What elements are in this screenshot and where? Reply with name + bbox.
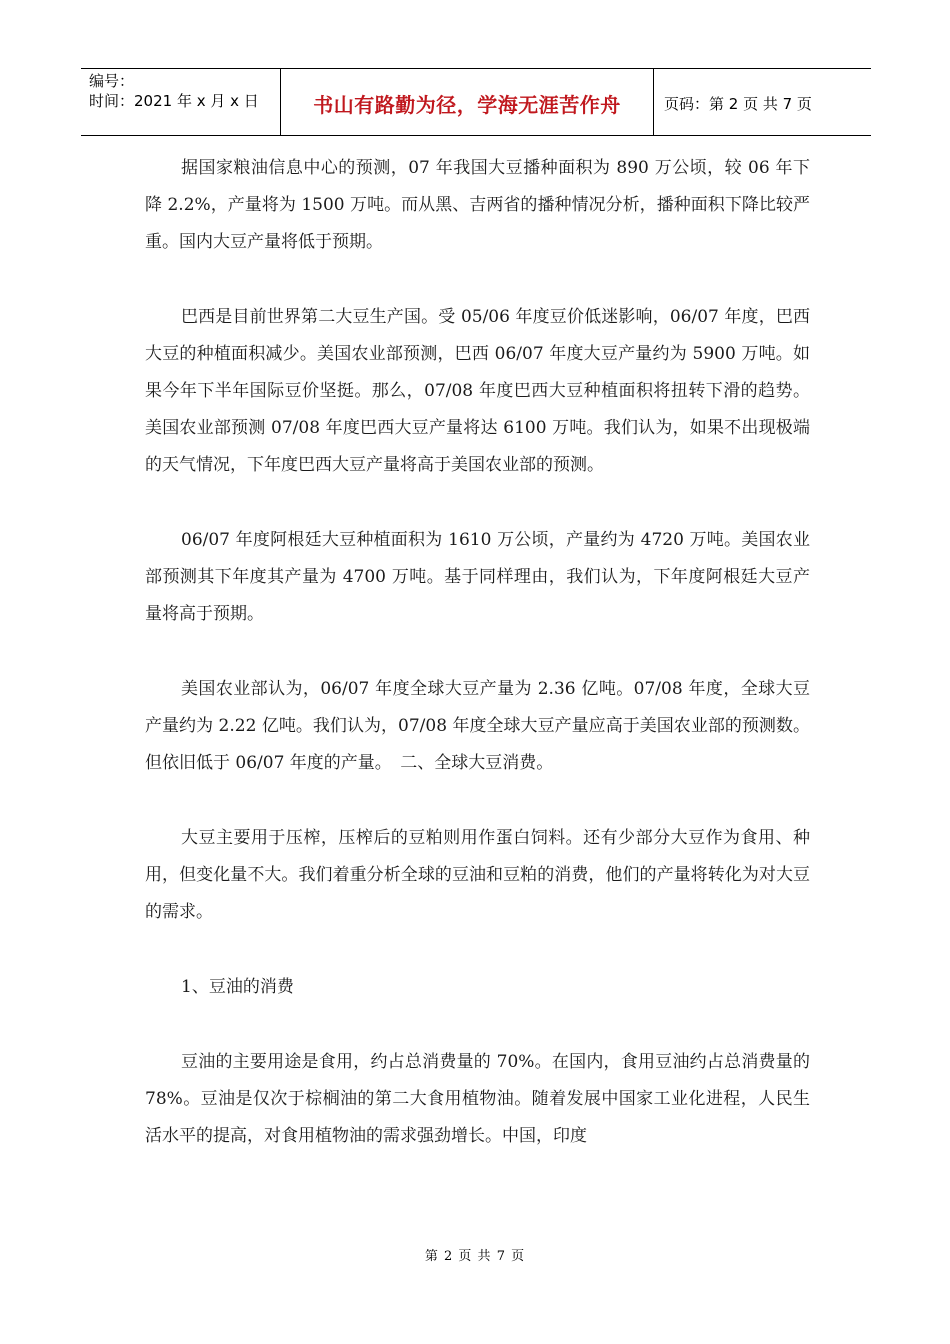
paragraph-6: 豆油的主要用途是食用，约占总消费量的 70%。在国内，食用豆油约占总消费量的 78%。豆油是仅次于棕榈油的第二大食用植物油。随着发展中国家工业化进程，人民生活水平的提高，对食用植物油的需求强劲增长。中国，印度	[145, 1052, 810, 1146]
document-header	[81, 68, 871, 136]
paragraph-4: 美国农业部认为，06/07 年度全球大豆产量为 2.36 亿吨。07/08 年度，全球大豆产量约为 2.22 亿吨。我们认为，07/08 年度全球大豆产量应高于美国农业部的预测数。但依旧低于 06/07 年度的产量。 二、全球大豆消费。	[145, 679, 810, 773]
paragraph-3: 06/07 年度阿根廷大豆种植面积为 1610 万公顷，产量约为 4720 万吨。美国农业部预测其下年度其产量为 4700 万吨。基于同样理由，我们认为，下年度阿根廷大豆产量将高于预期。	[145, 530, 810, 624]
page-footer: 第 2 页 共 7 页	[424, 1249, 526, 1264]
document-time-label: 时间：2021 年 x 月 x 日	[89, 92, 259, 110]
document-number-label: 编号：	[89, 72, 135, 90]
header-meta	[81, 69, 281, 135]
document-body	[145, 150, 810, 1193]
paragraph-2: 巴西是目前世界第二大豆生产国。受 05/06 年度豆价低迷影响，06/07 年度，巴西大豆的种植面积减少。美国农业部预测，巴西 06/07 年度大豆产量约为 5900 万吨。如果今年下半年国际豆价坚挺。那么，07/08 年度巴西大豆种植面积将扭转下滑的趋势。美国农业部预测 07/08 年度巴西大豆产量将达 6100 万吨。我们认为，如果不出现极端的天气情况，下年度巴西大豆产量将高于美国农业部的预测。	[145, 307, 810, 475]
header-motto: 书山有路勤为径，学海无涯苦作舟	[281, 69, 654, 135]
header-page-code: 页码：第 2 页 共 7 页	[664, 94, 812, 113]
paragraph-1: 据国家粮油信息中心的预测，07 年我国大豆播种面积为 890 万公顷，较 06 年下降 2.2%，产量将为 1500 万吨。而从黑、吉两省的播种情况分析，播种面积下降比较严重。国内大豆产量将低于预期。	[145, 158, 810, 252]
paragraph-5: 大豆主要用于压榨，压榨后的豆粕则用作蛋白饲料。还有少部分大豆作为食用、种用，但变化量不大。我们着重分析全球的豆油和豆粕的消费，他们的产量将转化为对大豆的需求。	[145, 828, 810, 922]
section-heading: 1、豆油的消费	[181, 977, 294, 997]
